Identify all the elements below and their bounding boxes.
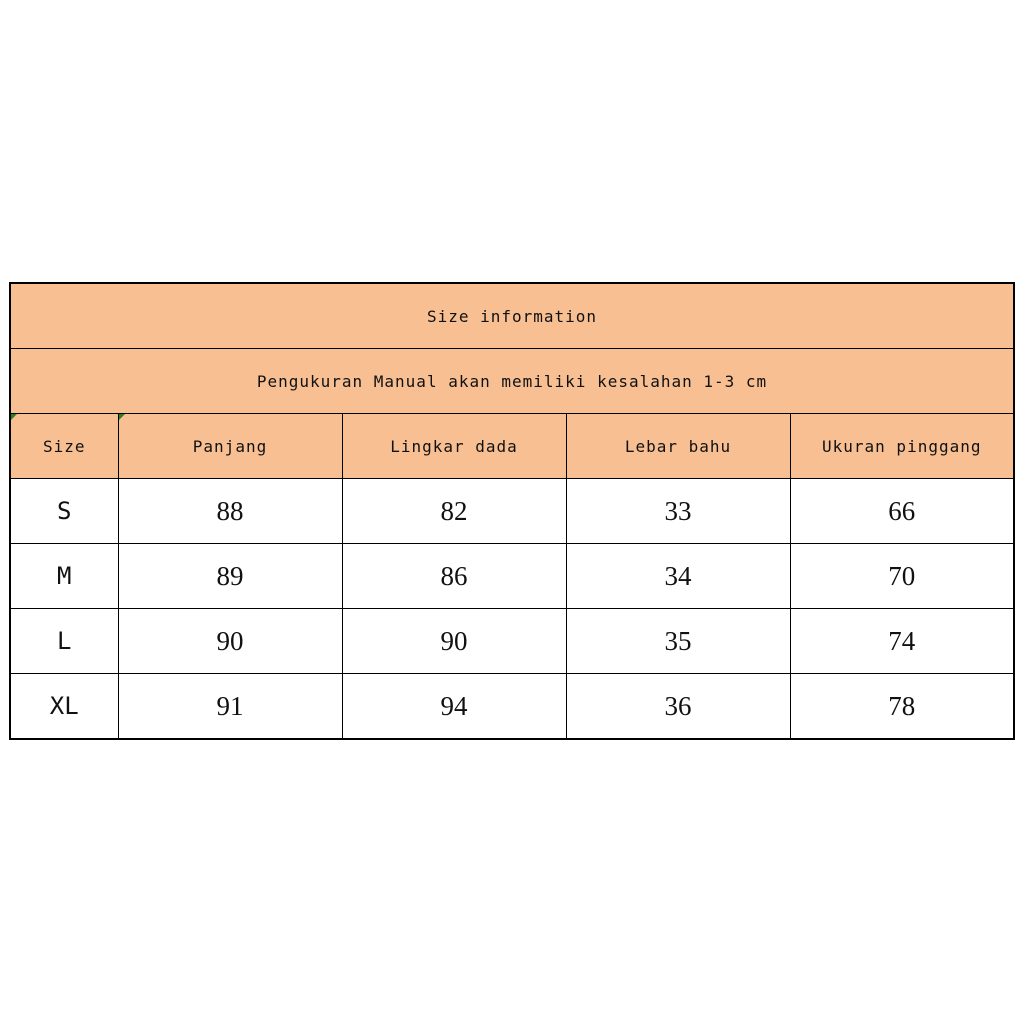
measurement-cell-ukuran-pinggang: 70 xyxy=(790,544,1014,609)
header-size-label: Size xyxy=(42,436,86,456)
note-row xyxy=(10,349,1014,414)
size-chart-table xyxy=(9,282,1015,740)
header-panjang-label: Panjang xyxy=(192,436,268,456)
measurement-cell-lebar-bahu: 35 xyxy=(566,609,790,674)
cell-corner-mark-icon xyxy=(119,414,125,420)
table-title: Size information xyxy=(10,283,1014,349)
table-row xyxy=(10,544,1014,609)
size-label-cell: M xyxy=(10,544,118,609)
measurement-cell-panjang: 88 xyxy=(118,479,342,544)
measurement-cell-lingkar-dada: 94 xyxy=(342,674,566,740)
measurement-cell-lebar-bahu: 34 xyxy=(566,544,790,609)
measurement-cell-lebar-bahu: 33 xyxy=(566,479,790,544)
header-ukuran-pinggang: Ukuran pinggang xyxy=(790,414,1014,479)
header-panjang xyxy=(118,414,342,479)
header-row xyxy=(10,414,1014,479)
measurement-cell-ukuran-pinggang: 74 xyxy=(790,609,1014,674)
measurement-cell-lingkar-dada: 82 xyxy=(342,479,566,544)
table-row xyxy=(10,479,1014,544)
table-row xyxy=(10,674,1014,740)
measurement-cell-panjang: 91 xyxy=(118,674,342,740)
measurement-note: Pengukuran Manual akan memiliki kesalahan 1-3 cm xyxy=(10,349,1014,414)
measurement-cell-lingkar-dada: 86 xyxy=(342,544,566,609)
size-chart-body xyxy=(10,283,1014,739)
measurement-cell-ukuran-pinggang: 78 xyxy=(790,674,1014,740)
header-lingkar-dada: Lingkar dada xyxy=(342,414,566,479)
cell-corner-mark-icon xyxy=(11,414,17,420)
measurement-cell-ukuran-pinggang: 66 xyxy=(790,479,1014,544)
measurement-cell-panjang: 89 xyxy=(118,544,342,609)
header-lebar-bahu: Lebar bahu xyxy=(566,414,790,479)
size-label-cell: XL xyxy=(10,674,118,740)
measurement-cell-panjang: 90 xyxy=(118,609,342,674)
size-label-cell: S xyxy=(10,479,118,544)
measurement-cell-lingkar-dada: 90 xyxy=(342,609,566,674)
measurement-cell-lebar-bahu: 36 xyxy=(566,674,790,740)
table-row xyxy=(10,609,1014,674)
title-row xyxy=(10,283,1014,349)
header-size xyxy=(10,414,118,479)
size-label-cell: L xyxy=(10,609,118,674)
